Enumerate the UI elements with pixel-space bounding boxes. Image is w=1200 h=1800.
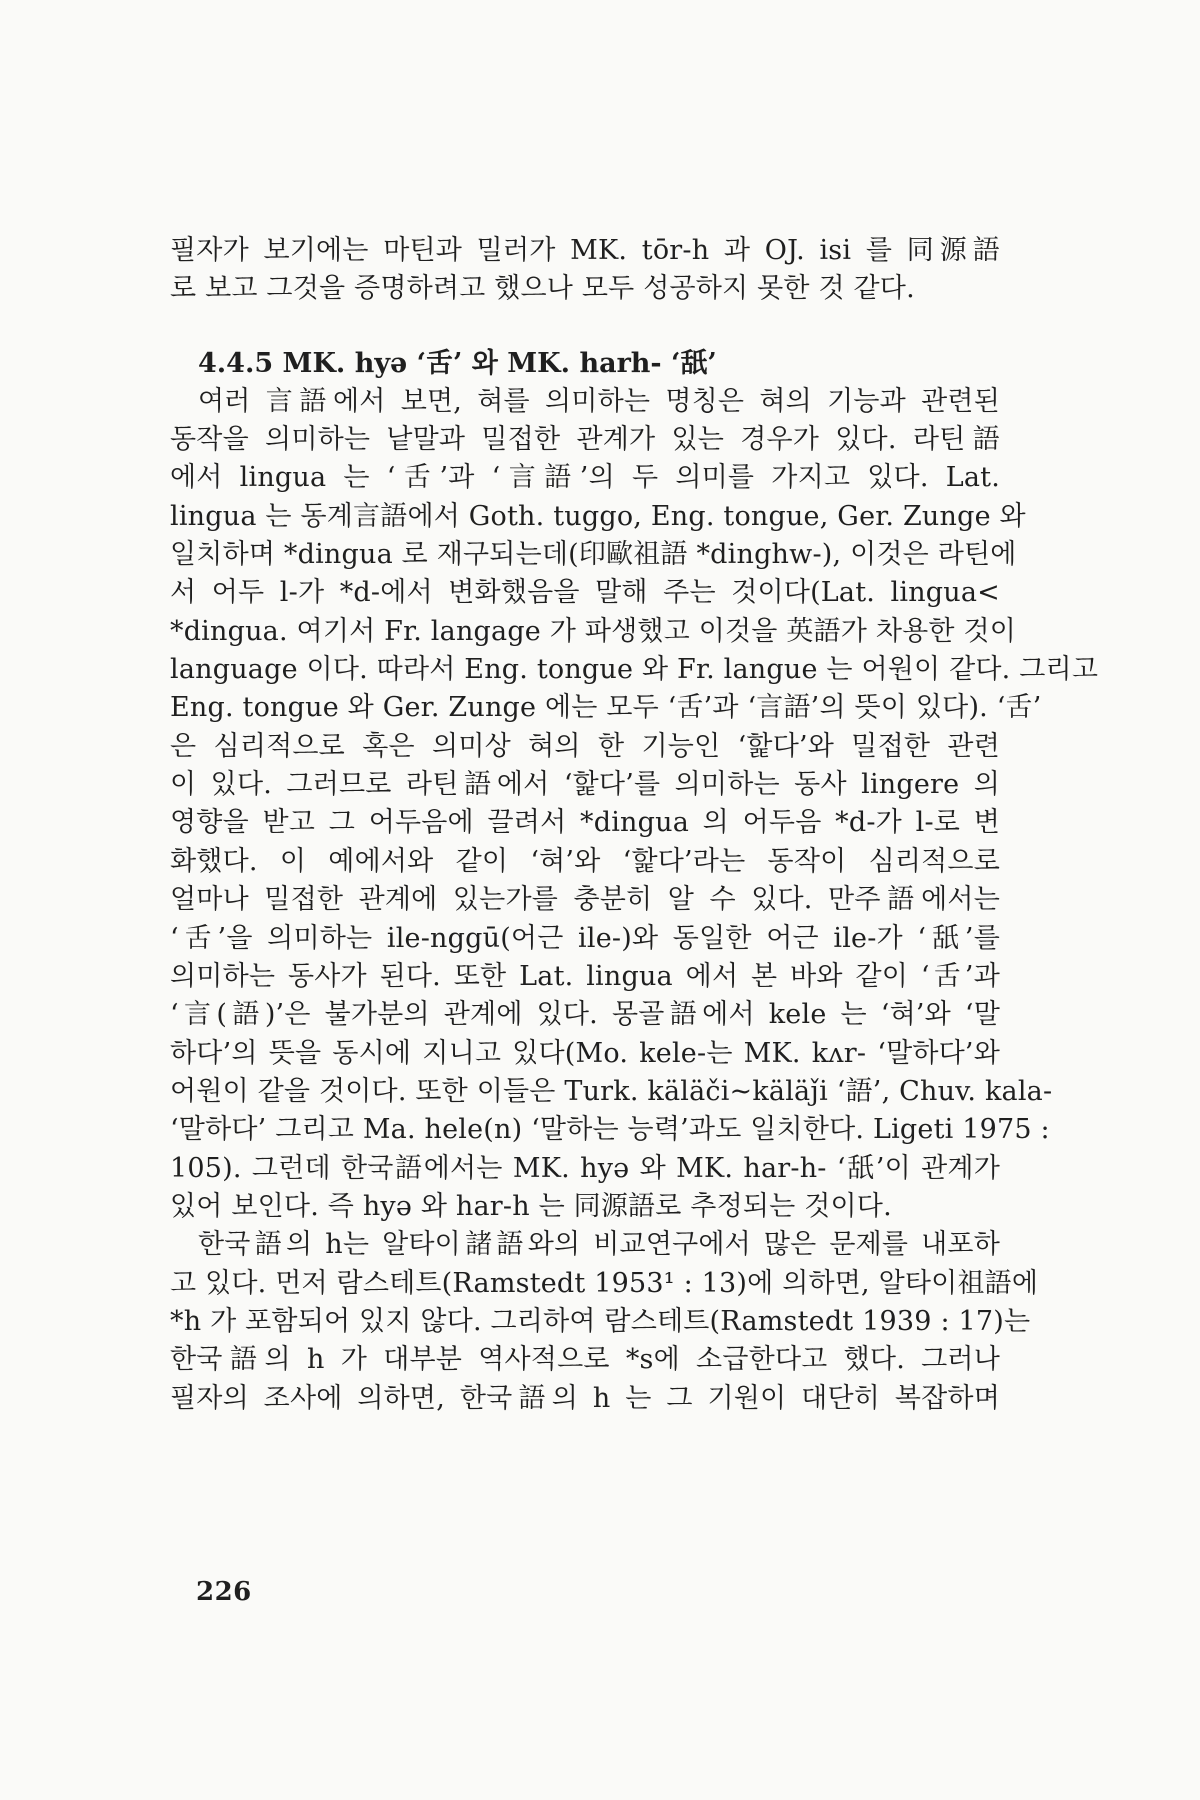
text-line: 얼마나 밀접한 관계에 있는가를 충분히 알 수 있다. 만주語에서는 — [170, 884, 1000, 916]
text-line: 화했다. 이 예에서와 같이 ‘혀’와 ‘핥다’라는 동작이 심리적으로 — [170, 845, 1000, 877]
text-line: 있어 보인다. 즉 hyə 와 har-h 는 同源語로 추정되는 것이다. — [170, 1190, 892, 1222]
text-line: 여러 言語에서 보면, 혀를 의미하는 명칭은 혀의 기능과 관련된 — [198, 385, 1000, 417]
text-line: Eng. tongue 와 Ger. Zunge 에는 모두 ‘舌’과 ‘言語’의 뜻이 있다). ‘舌’ — [170, 692, 1042, 724]
paragraph-2 — [170, 383, 1099, 1227]
text-line: 105). 그런데 한국語에서는 MK. hyə 와 MK. har-h- ‘舐’이 관계가 — [170, 1152, 1000, 1184]
text-line: 동작을 의미하는 낱말과 밀접한 관계가 있는 경우가 있다. 라틴語 — [170, 424, 1000, 456]
text-line: language 이다. 따라서 Eng. tongue 와 Fr. langue 는 어원이 같다. 그리고 — [170, 654, 1099, 686]
text-line: 일치하며 *dingua 로 재구되는데(印歐祖語 *dinghw-), 이것은 라틴에 — [170, 539, 1017, 571]
text-line: 한국語의 h 가 대부분 역사적으로 *s에 소급한다고 했다. 그러나 — [170, 1344, 1000, 1376]
text-line: 로 보고 그것을 증명하려고 했으나 모두 성공하지 못한 것 같다. — [170, 273, 915, 305]
text-line: ‘舌’을 의미하는 ile-nggū(어근 ile-)와 동일한 어근 ile-가 ‘舐’를 — [170, 922, 1000, 954]
text-line: ‘言(語)’은 불가분의 관계에 있다. 몽골語에서 kele 는 ‘혀’와 ‘말 — [170, 999, 1000, 1031]
text-line: lingua 는 동계言語에서 Goth. tuggo, Eng. tongue, Ger. Zunge 와 — [170, 500, 1026, 532]
text-line: *dingua. 여기서 Fr. langage 가 파생했고 이것을 英語가 차용한 것이 — [170, 615, 1017, 647]
section-spacing — [170, 309, 1000, 345]
text-line: 영향을 받고 그 어두음에 끌려서 *dingua 의 어두음 *d-가 l-로 변 — [170, 807, 1000, 839]
page-number: 226 — [196, 1577, 252, 1607]
text-line: ‘말하다’ 그리고 Ma. hele(n) ‘말하는 능력’과도 일치한다. Ligeti 1975 : — [170, 1114, 1050, 1146]
text-line: 한국語의 h는 알타이諸語와의 비교연구에서 많은 문제를 내포하 — [198, 1229, 1000, 1261]
body-text — [170, 232, 1099, 1418]
paragraph-3 — [170, 1226, 1039, 1418]
text-line: 의미하는 동사가 된다. 또한 Lat. lingua 에서 본 바와 같이 ‘舌’과 — [170, 960, 1000, 992]
text-line: 서 어두 l-가 *d-에서 변화했음을 말해 주는 것이다(Lat. lingua< — [170, 577, 1000, 609]
text-line: 하다’의 뜻을 동시에 지니고 있다(Mo. kele-는 MK. kʌr- ‘말하다’와 — [170, 1037, 1000, 1069]
text-line: 은 심리적으로 혹은 의미상 혀의 한 기능인 ‘핥다’와 밀접한 관련 — [170, 730, 1000, 762]
text-line: 어원이 같을 것이다. 또한 이들은 Turk. käläči~käläǰi ‘語’, Chuv. kala- — [170, 1075, 1053, 1107]
text-line: *h 가 포함되어 있지 않다. 그리하여 람스테트(Ramstedt 1939 : 17)는 — [170, 1305, 1031, 1337]
paragraph-1 — [170, 232, 1000, 309]
text-line: 필자의 조사에 의하면, 한국語의 h 는 그 기원이 대단히 복잡하며 — [170, 1382, 1000, 1414]
text-line: 필자가 보기에는 마틴과 밀러가 MK. tōr-h 과 OJ. isi 를 同源語 — [170, 235, 1000, 266]
text-line: 고 있다. 먼저 람스테트(Ramstedt 1953¹ : 13)에 의하면, 알타이祖語에 — [170, 1267, 1039, 1299]
section-heading: 4.4.5 MK. hyə ‘舌’ 와 MK. harh- ‘舐’ — [198, 347, 717, 379]
text-line: 이 있다. 그러므로 라틴語에서 ‘핥다’를 의미하는 동사 lingere 의 — [170, 769, 1000, 801]
text-line: 에서 lingua 는 ‘舌’과 ‘言語’의 두 의미를 가지고 있다. Lat. — [170, 462, 1000, 494]
